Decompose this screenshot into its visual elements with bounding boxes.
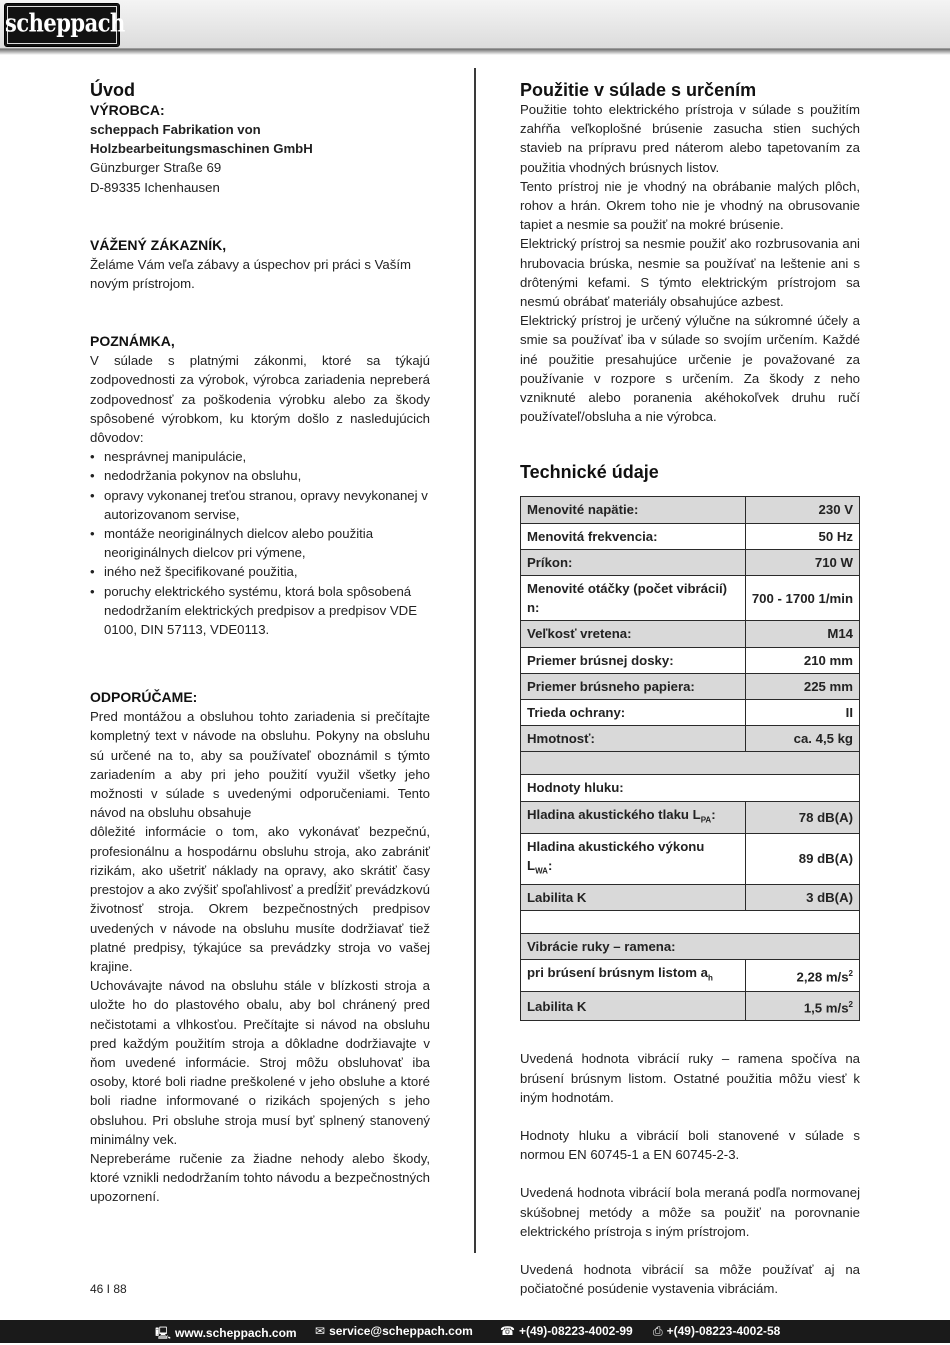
spec-label: Trieda ochrany:	[521, 700, 746, 726]
scheppach-logo	[4, 3, 125, 47]
recommend-paragraph-4: Nepreberáme ručenie za žiadne nehody alebo škody, ktoré vznikli nedodržaním tohto návodu a bezpečnostných upozornení.	[90, 1150, 430, 1205]
header-bar	[0, 0, 950, 49]
spec-label: Hmotnosť:	[521, 726, 746, 752]
customer-heading: VÁŽENÝ ZÁKAZNÍK,	[90, 236, 227, 253]
mail-icon: ✉	[315, 1324, 326, 1338]
after-paragraph-4: Uvedená hodnota vibrácií sa môže používať aj na počiatočné posúdenie vystavenia vibráciám.	[520, 1262, 860, 1297]
spec-label: Priemer brúsnej dosky:	[521, 647, 746, 673]
table-row	[521, 523, 860, 549]
usage-paragraph-3: Elektrický prístroj sa nesmie použiť ako rozbrusovania ani hrubovacia brúska, nesmie sa používať na leštenie ani s drôtenými kefami. S týmto elektrickým prístrojom sa nesmú obrábať materiály obsahujúce azbest.	[520, 236, 860, 310]
spec-value	[745, 959, 859, 991]
table-row	[521, 497, 860, 523]
recommend-paragraph-1: Pred montážou a obsluhou tohto zariadenia si prečítajte kompletný text v návode na obsluhu. Pokyny na obsluhu sú určené na to, aby sa používateľ oboznámil s týmto zariadením a aby pri jeho použití využil všetky jeho možnosti v súlade s uvedenými odporučeniami. Tento návod na obsluhu obsahuje	[90, 709, 430, 821]
intro-title: Úvod	[90, 80, 135, 100]
right-column	[520, 80, 860, 1298]
table-row	[521, 833, 860, 884]
recommend-paragraph-2: dôležité informácie o tom, ako vykonávať bezpečnú, profesionálnu a hospodárnu obsluhu stroja, ako zabrániť rizikám, ako ušetriť náklady na opravy, ako skrátiť časy prestojov a ako zvýšiť spoľahlivosť a predĺžiť prevádzkovú životnosť stroja. Okrem bezpečnostných predpisov uvedených v návode na obsluhu musíte dodržiavať tiež platné predpisy, týkajúce sa prevádzky stroja vo vašej krajine.	[90, 824, 430, 974]
left-column	[90, 80, 430, 1207]
spec-label: Hladina akustického tlaku $L_{PA}$:	[521, 801, 746, 833]
table-row	[521, 801, 860, 833]
spec-label: Menovité napätie:	[521, 497, 746, 523]
spec-label: Labilita K	[521, 991, 746, 1021]
spec-label: Menovité otáčky (počet vibrácií) n:	[521, 576, 746, 621]
header-shadow	[0, 49, 950, 55]
spec-label	[521, 959, 746, 991]
list-item: • nesprávnej manipulácie,	[90, 447, 430, 466]
spec-label: Priemer brúsneho papiera:	[521, 673, 746, 699]
spec-value: 700 - 1700 1/min	[745, 576, 859, 621]
spec-value: II	[745, 700, 859, 726]
table-row	[521, 959, 860, 991]
ah-sub: h	[708, 973, 713, 983]
note-heading: POZNÁMKA,	[90, 333, 175, 350]
lpa-label: Hladina akustického tlaku L	[527, 806, 701, 822]
spec-value: 225 mm	[745, 673, 859, 699]
spec-value: 3 dB(A)	[745, 884, 859, 910]
spec-label: Menovitá frekvencia:	[521, 523, 746, 549]
footer-bar	[0, 1320, 950, 1343]
after-paragraph-2: Hodnoty hluku a vibrácií boli stanovené v súlade s normou EN 60745-1 a EN 60745-2-3.	[520, 1128, 860, 1163]
list-item: • opravy vykonanej treťou stranou, opravy nevykonanej v autorizovanom servise,	[90, 486, 430, 524]
manufacturer-street: Günzburger Straße 69	[90, 160, 222, 176]
manufacturer-name-2: Holzbearbeitungsmaschinen GmbH	[90, 141, 313, 157]
footer-phone[interactable]	[500, 1324, 633, 1338]
after-paragraph-3: Uvedená hodnota vibrácií bola meraná podľa normovanej skúšobnej metódy a môže sa použiť na porovnanie elektrického prístroja s iným prístrojom.	[520, 1185, 860, 1239]
table-row	[521, 549, 860, 575]
spec-value	[745, 991, 859, 1021]
ah-label: pri brúsení brúsnym listom a	[527, 964, 708, 980]
lpa-sub: PA	[700, 815, 712, 825]
phone-icon: ☎	[500, 1324, 515, 1338]
spec-value: 78 dB(A)	[745, 801, 859, 833]
vib-heading: Vibrácie ruky – ramena:	[521, 933, 860, 959]
phone-text: +(49)-08223-4002-99	[518, 1324, 633, 1338]
vib-k-value: 1,5 m/s	[803, 1000, 849, 1016]
spec-table	[520, 496, 860, 1021]
spec-value: 50 Hz	[745, 523, 859, 549]
spec-value: 230 V	[745, 497, 859, 523]
table-row	[521, 621, 860, 647]
fax-text: +(49)-08223-4002-58	[666, 1324, 781, 1338]
footer-fax[interactable]	[653, 1324, 780, 1339]
note-list	[90, 447, 430, 639]
table-row	[521, 752, 860, 775]
usage-paragraph-1: Použitie tohto elektrického prístroja v súlade s použitím zahŕňa veľkoplošné brúsenie zasucha stien suchých stavieb na prípravu pred náterom alebo tapetovaním za použitia vhodných brúsnych listov.	[520, 102, 860, 175]
usage-paragraph-4: Elektrický prístroj je určený výlučne na súkromné účely a smie sa používať iba v súlade so svojím určením. Každé iné použitie presahujúce určenie je považované za používanie v rozpore s určením. Za škody z neho vzniknuté alebo poranenia akéhokoľvek druhu ručí používateľ/obsluha a nie výrobca.	[520, 313, 860, 425]
spec-label: Príkon:	[521, 549, 746, 575]
list-item: • poruchy elektrického systému, ktorá bola spôsobená nedodržaním elektrických predpisov a predpisov VDE 0100, DIN 57113, VDE0113.	[90, 582, 430, 640]
noise-heading: Hodnoty hluku:	[521, 775, 860, 801]
after-paragraph-1: Uvedená hodnota vibrácií ruky – ramena spočíva na brúsení brúsnym listom. Ostatné použitia môžu viesť k iným hodnotám.	[520, 1051, 860, 1105]
note-text: V súlade s platnými zákonmi, ktoré sa týkajú zodpovednosti za výrobok, výrobca zariadenia nepreberá zodpovednosť za poškodenia výrobku alebo za škody spôsobené výrobkom, ku ktorým došlo z nasledujúcich dôvodov:	[90, 353, 430, 446]
lwa-label-1: Hladina akustického výkonu	[527, 838, 705, 854]
table-row	[521, 910, 860, 933]
recommend-paragraph-3: Uchovávajte návod na obsluhu stále v blízkosti stroja a uložte ho do plastového obalu, aby bol chránený pred nečistotami a vlhkosťou. Prečítajte si návod na obsluhu pred každým použitím stroja a dôkladne dodržiavajte v ňom uvedené informácie. Stroj môžu obsluhovať iba osoby, ktoré boli riadne preškolené v jeho obsluhe a ktoré boli riadne informované o rizikách spojených s jeho obsluhou. Pri obsluhe stroja musí byť splnený stanovený minimálny vek.	[90, 978, 430, 1147]
table-row	[521, 576, 860, 621]
table-row	[521, 700, 860, 726]
unit-sup: 2	[848, 969, 853, 979]
spec-label: Hladina akustického výkonu $L_{WA}$:	[521, 833, 746, 884]
column-divider	[474, 68, 476, 1253]
manufacturer-city: D-89335 Ichenhausen	[90, 179, 220, 195]
lwa-label-2: L	[527, 857, 536, 873]
logo-text: scheppach	[5, 7, 125, 38]
table-row	[521, 647, 860, 673]
list-item: • iného než špecifikované použitia,	[90, 562, 430, 581]
list-item: • montáže neoriginálnych dielcov alebo použitia neoriginálnych dielcov pri výmene,	[90, 524, 430, 562]
unit-sup: 2	[848, 999, 853, 1009]
table-row	[521, 726, 860, 752]
spec-label: Labilita K	[521, 884, 746, 910]
spec-value: ca. 4,5 kg	[745, 726, 859, 752]
tech-title: Technické údaje	[520, 462, 659, 483]
table-row	[521, 775, 860, 801]
table-row	[521, 933, 860, 959]
usage-title: Použitie v súlade s určením	[520, 80, 757, 100]
manufacturer-name-1: scheppach Fabrikation von	[90, 122, 261, 137]
table-row	[521, 991, 860, 1021]
list-item: • nedodržania pokynov na obsluhu,	[90, 466, 430, 485]
table-row	[521, 884, 860, 910]
manufacturer-heading: VÝROBCA:	[90, 102, 165, 118]
spec-value: M14	[745, 621, 859, 647]
spec-value: 210 mm	[745, 647, 859, 673]
email-text: service@scheppach.com	[329, 1324, 473, 1338]
spec-value: 710 W	[745, 549, 859, 575]
table-row	[521, 673, 860, 699]
fax-icon: ⎙	[653, 1324, 663, 1338]
footer-web[interactable]	[155, 1324, 297, 1345]
monitor-icon: 🖳	[155, 1326, 172, 1340]
page-number: 46 I 88	[90, 1282, 127, 1296]
ah-value: 2,28 m/s	[796, 969, 849, 985]
customer-text: Želáme Vám veľa zábavy a úspechov pri práci s Vaším novým prístrojom.	[90, 256, 411, 292]
recommend-heading: ODPORÚČAME:	[90, 689, 198, 706]
spec-label: Veľkosť vretena:	[521, 621, 746, 647]
usage-paragraph-2: Tento prístroj nie je vhodný na obrábanie malých plôch, rohov a hrán. Okrem toho nie je vhodný na obrusovanie tapiet a nesmie sa použiť na mokré brúsenie.	[520, 178, 860, 233]
web-text: www.scheppach.com	[175, 1326, 297, 1340]
spec-value: 89 dB(A)	[745, 833, 859, 884]
lwa-sub: WA	[535, 866, 548, 876]
footer-email[interactable]	[315, 1324, 473, 1338]
